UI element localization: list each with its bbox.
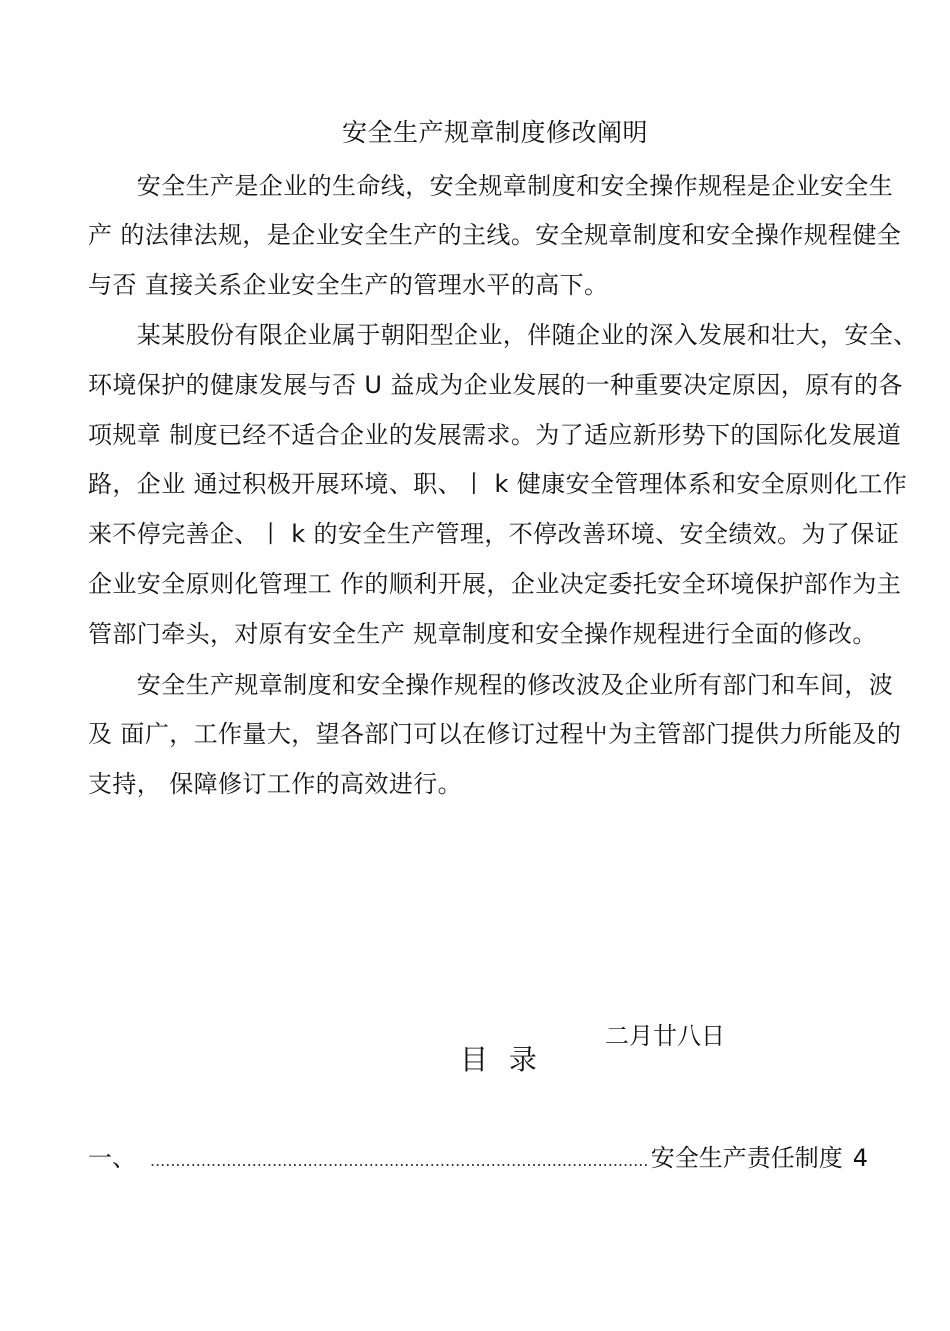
body-line-7: 路，企业 通过积极开展环境、职、丨 k 健康安全管理体系和安全原则化工作 xyxy=(88,470,908,498)
body-line-8: 来不停完善企、丨 k 的安全生产管理，不停改善环境、安全绩效。为了保证 xyxy=(88,520,900,548)
body-line-10: 管部门牵头，对原有安全生产 规章制度和安全操作规程进行全面的修改。 xyxy=(88,620,877,648)
body-line-12: 及 面广，工作量大，望各部门可以在修订过程屮为主管部门提供力所能及的 xyxy=(88,720,902,748)
body-line-3: 与否 直接关系企业安全生产的管理水平的高下。 xyxy=(88,271,609,299)
body-line-5: 环境保护的健康发展与否 U 益成为企业发展的一种重要决定原因，原有的各 xyxy=(88,371,903,399)
body-line-13: 支持， 保障修订工作的高效进行。 xyxy=(88,770,463,798)
body-line-11: 安全生产规章制度和安全操作规程的修改波及企业所有部门和车间，波 xyxy=(88,671,894,699)
toc-item-number: 一、 xyxy=(88,1144,136,1172)
toc-item-title: 安全生产责任制度 xyxy=(650,1144,843,1172)
body-line-1: 安全生产是企业的生命线，安全规章制度和安全操作规程是企业安全生 xyxy=(88,172,894,200)
document-title: 安全生产规章制度修改阐明 xyxy=(341,118,648,147)
toc-leader-dots xyxy=(150,1144,649,1178)
toc-title: 目 录 xyxy=(460,1043,543,1076)
body-line-9: 企业安全原则化管理工 作的顺利开展，企业决定委托安全环境保护部作为主 xyxy=(88,570,902,598)
toc-item[interactable] xyxy=(88,1141,868,1178)
body-line-6: 项规章 制度已经不适合企业的发展需求。为了适应新形势下的国际化发展道 xyxy=(88,421,902,449)
body-line-4: 某某股份有限企业属于朝阳型企业，伴随企业的深入发展和壮大，安全、 xyxy=(88,321,918,349)
document-date: 二月廿八日 xyxy=(605,1022,725,1050)
toc-item-page: 4 xyxy=(852,1144,868,1172)
body-line-2: 产 的法律法规，是企业安全生产的主线。安全规章制度和安全操作规程健全 xyxy=(88,221,902,249)
